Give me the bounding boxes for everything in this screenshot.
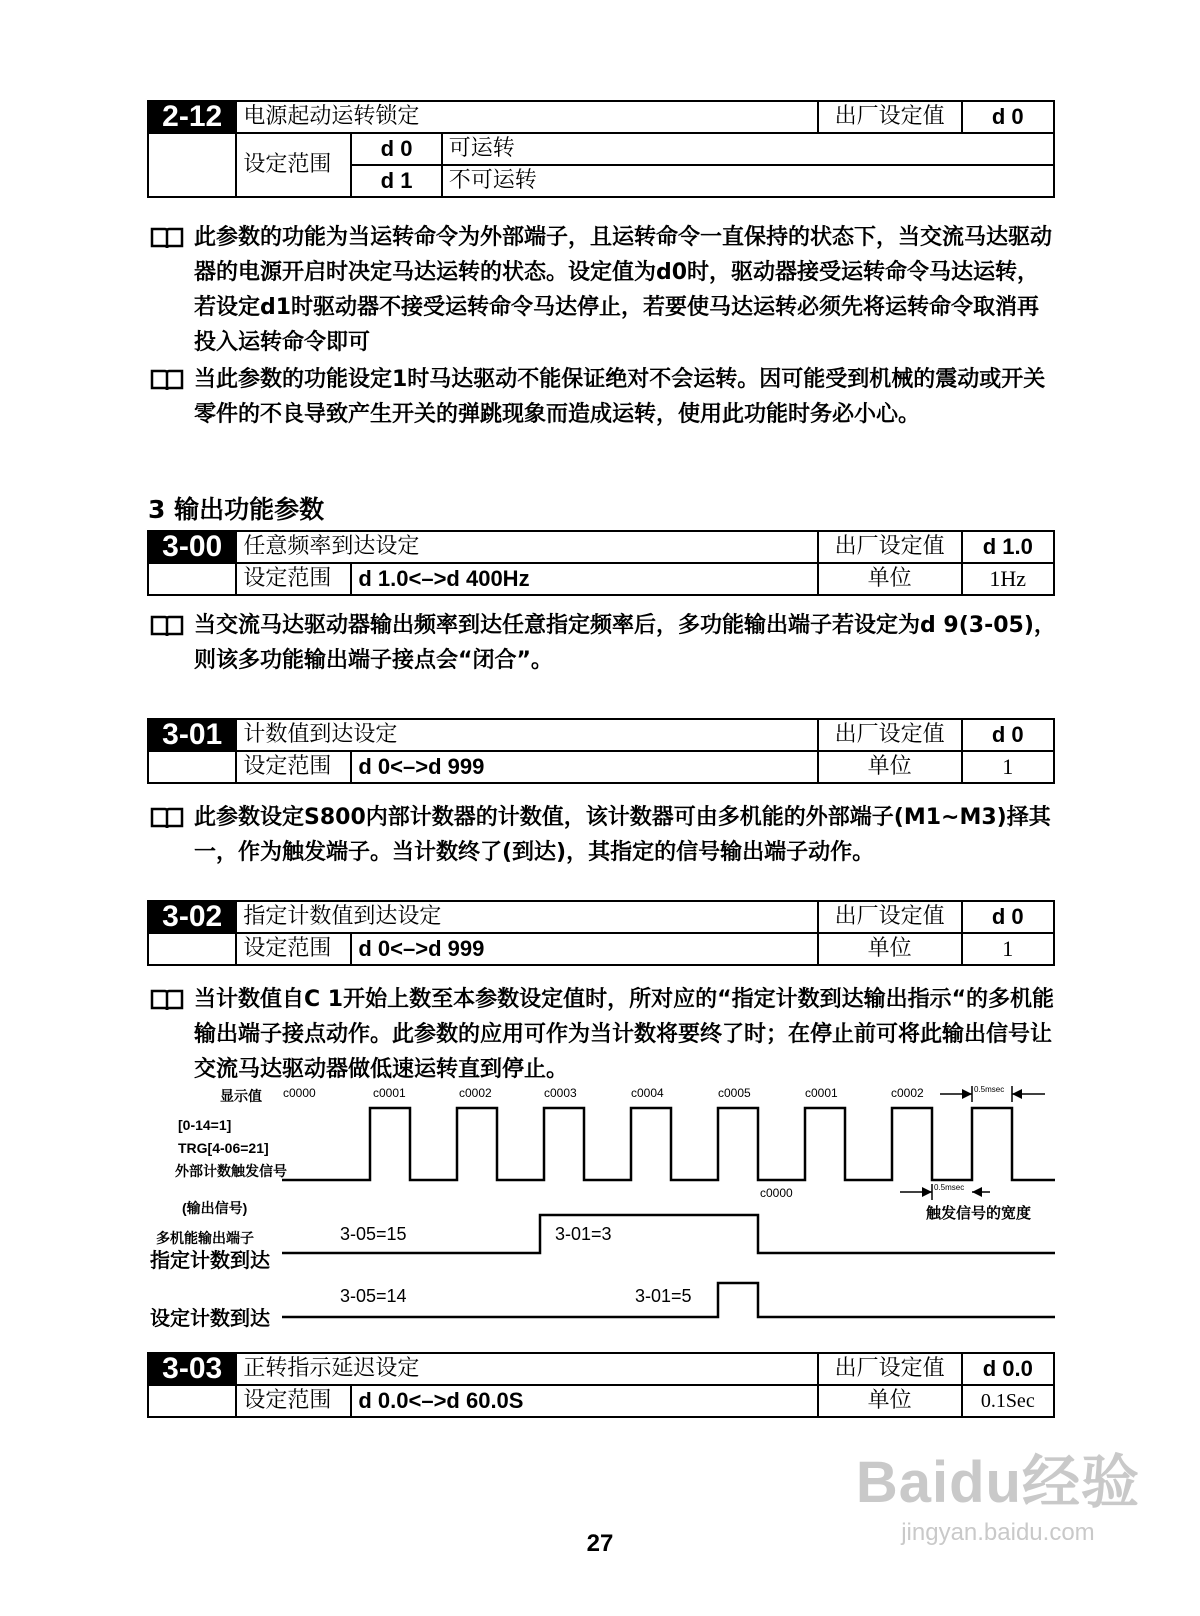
param-code: 3-00 (148, 531, 236, 563)
note-text: 当此参数的功能设定1时马达驱动不能保证绝对不会运转。因可能受到机械的震动或开关零件的不良导致产生开关的弹跳现象而造成运转，使用此功能时务必小心。 (194, 367, 1046, 427)
empty-cell (148, 563, 236, 595)
label-output: (输出信号) (182, 1200, 248, 1216)
option-desc: 可运转 (442, 133, 1054, 165)
unit-value: 1 (962, 751, 1054, 783)
factory-label: 出厂设定值 (818, 901, 962, 933)
watermark-brand: Baidu经验 (855, 1450, 1140, 1515)
count-label-low: c0000 (760, 1186, 793, 1200)
set-cond: 3-05=14 (340, 1286, 407, 1306)
param-name: 电源起动运转锁定 (236, 101, 817, 133)
range-label: 设定范围 (236, 133, 351, 197)
section-title: 3 输出功能参数 (148, 495, 325, 524)
param-table-2-12 (147, 100, 1055, 198)
range-label: 设定范围 (236, 751, 351, 783)
range-label: 设定范围 (236, 563, 351, 595)
range-label: 设定范围 (236, 933, 351, 965)
label-param: [0-14=1] (178, 1117, 232, 1133)
label-display: 显示值 (220, 1088, 262, 1104)
param-code: 2-12 (148, 101, 236, 133)
book-icon (150, 614, 184, 638)
factory-value: d 0 (962, 719, 1054, 751)
param-name: 任意频率到达设定 (236, 531, 817, 563)
option-value: d 1 (351, 165, 441, 197)
option-value: d 0 (351, 133, 441, 165)
param-table-3-00 (147, 530, 1055, 596)
empty-cell (148, 751, 236, 783)
factory-label: 出厂设定值 (818, 531, 962, 563)
count-label: c0001 (805, 1086, 838, 1100)
label-ext: 外部计数触发信号 (175, 1163, 287, 1179)
note-text: 此参数的功能为当运转命令为外部端子，且运转命令一直保持的状态下，当交流马达驱动器的电源开启时决定马达运转的状态。设定值为d0时，驱动器接受运转命令马达运转，若设定d1时驱动器不接受运转命令马达停止，若要使马达运转必须先将运转命令取消再投入运转命令即可 (194, 225, 1053, 355)
param-table-3-01 (147, 718, 1055, 784)
count-labels (283, 1086, 924, 1200)
label-assigned: 指定计数到达 (150, 1250, 270, 1272)
unit-value: 1Hz (962, 563, 1054, 595)
param-table-3-03 (147, 1352, 1055, 1418)
range-value: d 0<–>d 999 (351, 751, 817, 783)
timing-diagram (0, 1080, 1200, 1330)
range-value: d 0<–>d 999 (351, 933, 817, 965)
note-text: 当计数值自C 1开始上数至本参数设定值时，所对应的“指定计数到达输出指示“的多机能输出端子接点动作。此参数的应用可作为当计数将要终了时；在停止前可将此输出信号让交流马达驱动器做低速运转直到停止。 (194, 987, 1055, 1082)
pulse-width-top (940, 1085, 1045, 1102)
option-desc: 不可运转 (442, 165, 1054, 197)
label-set: 设定计数到达 (150, 1308, 270, 1330)
label-multi: 多机能输出端子 (156, 1230, 254, 1246)
factory-value: d 0 (962, 101, 1054, 133)
watermark-url: jingyan.baidu.com (901, 1519, 1095, 1546)
count-label: c0001 (373, 1086, 406, 1100)
label-trg: TRG[4-06=21] (178, 1140, 269, 1156)
empty-cell (148, 1385, 236, 1417)
page-number: 27 (586, 1530, 614, 1557)
range-value: d 0.0<–>d 60.0S (351, 1385, 817, 1417)
param-name: 计数值到达设定 (236, 719, 817, 751)
unit-label: 单位 (818, 751, 962, 783)
count-label: c0004 (631, 1086, 664, 1100)
pulse-width-label: 0.5msec (974, 1085, 1005, 1094)
empty-cell (148, 933, 236, 965)
factory-label: 出厂设定值 (818, 1353, 962, 1385)
param-code: 3-01 (148, 719, 236, 751)
factory-label: 出厂设定值 (818, 719, 962, 751)
param-name: 指定计数值到达设定 (236, 901, 817, 933)
note-text: 此参数设定S800内部计数器的计数值，该计数器可由多机能的外部端子(M1~M3)择其一，作为触发端子。当计数终了(到达)，其指定的信号输出端子动作。 (194, 805, 1051, 865)
count-label: c0003 (544, 1086, 577, 1100)
book-icon (150, 368, 184, 392)
set-param: 3-01=5 (635, 1286, 692, 1306)
assigned-param: 3-01=3 (555, 1224, 612, 1244)
note-2-12-b (150, 362, 1060, 432)
note-3-00 (150, 608, 1060, 678)
note-text: 当交流马达驱动器输出频率到达任意指定频率后，多功能输出端子若设定为d 9(3-05)，则该多功能输出端子接点会“闭合”。 (194, 613, 1056, 673)
unit-label: 单位 (818, 563, 962, 595)
unit-label: 单位 (818, 933, 962, 965)
count-label: c0000 (283, 1086, 316, 1100)
unit-label: 单位 (818, 1385, 962, 1417)
assigned-cond: 3-05=15 (340, 1224, 407, 1244)
factory-label: 出厂设定值 (818, 101, 962, 133)
count-label: c0002 (891, 1086, 924, 1100)
count-label: c0005 (718, 1086, 751, 1100)
range-value: d 1.0<–>d 400Hz (351, 563, 817, 595)
factory-value: d 1.0 (962, 531, 1054, 563)
param-table-3-02 (147, 900, 1055, 966)
book-icon (150, 226, 184, 250)
trigger-signal (282, 1108, 1055, 1180)
factory-value: d 0.0 (962, 1353, 1054, 1385)
pulse-caption: 触发信号的宽度 (926, 1205, 1032, 1222)
param-code: 3-03 (148, 1353, 236, 1385)
param-code: 3-02 (148, 901, 236, 933)
pulse-width-bottom (900, 1183, 1031, 1222)
note-3-02 (150, 982, 1060, 1087)
note-2-12-a (150, 220, 1060, 360)
book-icon (150, 988, 184, 1012)
empty-cell (148, 133, 236, 197)
book-icon (150, 806, 184, 830)
factory-value: d 0 (962, 901, 1054, 933)
pulse-width-label: 0.5msec (934, 1183, 965, 1192)
param-name: 正转指示延迟设定 (236, 1353, 817, 1385)
unit-value: 0.1Sec (962, 1385, 1054, 1417)
count-label: c0002 (459, 1086, 492, 1100)
range-label: 设定范围 (236, 1385, 351, 1417)
note-3-01 (150, 800, 1060, 870)
unit-value: 1 (962, 933, 1054, 965)
